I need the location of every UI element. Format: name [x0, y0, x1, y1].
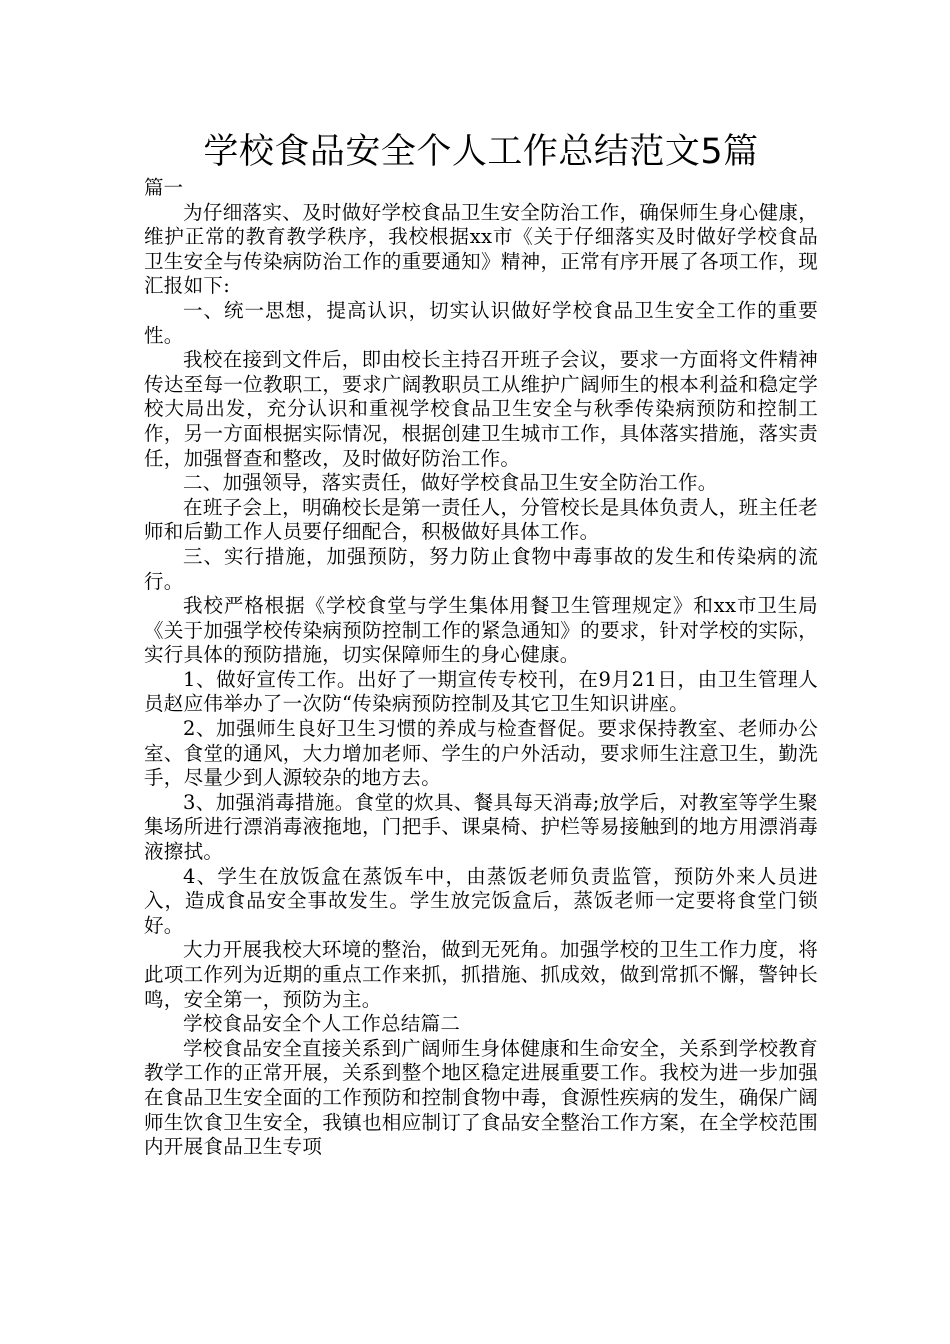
- paragraph: 1、做好宣传工作。出好了一期宣传专校刊，在9月21日，由卫生管理人员赵应伟举办了一次防“传染病预防控制及其它卫生知识讲座。: [144, 667, 818, 716]
- paragraph: 在班子会上，明确校长是第一责任人，分管校长是具体负责人，班主任老师和后勤工作人员要仔细配合，积极做好具体工作。: [144, 495, 818, 544]
- paragraph: 我校在接到文件后，即由校长主持召开班子会议，要求一方面将文件精神传达至每一位教职工，要求广阔教职员工从维护广阔师生的根本利益和稳定学校大局出发，充分认识和重视学校食品卫生安全与秋季传染病预防和控制工作，另一方面根据实际情况，根据创建卫生城市工作，具体落实措施，落实责任，加强督查和整改，及时做好防治工作。: [144, 348, 818, 470]
- paragraph: 一、统一思想，提高认识，切实认识做好学校食品卫生安全工作的重要性。: [144, 298, 818, 347]
- document-title: 学校食品安全个人工作总结范文5篇: [203, 132, 759, 172]
- paragraph: 大力开展我校大环境的整治，做到无死角。加强学校的卫生工作力度，将此项工作列为近期的重点工作来抓，抓措施、抓成效，做到常抓不懈，警钟长鸣，安全第一，预防为主。: [144, 938, 818, 1011]
- paragraph: 二、加强领导，落实责任，做好学校食品卫生安全防治工作。: [183, 471, 718, 495]
- section-heading: 学校食品安全个人工作总结篇二: [183, 1012, 461, 1036]
- section-label: 篇一: [144, 176, 184, 199]
- document-page: [144, 128, 818, 1160]
- paragraph: 我校严格根据《学校食堂与学生集体用餐卫生管理规定》和xx市卫生局《关于加强学校传染病预防控制工作的紧急通知》的要求，针对学校的实际，实行具体的预防措施，切实保障师生的身心健康。: [144, 594, 818, 667]
- paragraph: 2、加强师生良好卫生习惯的养成与检查督促。要求保持教室、老师办公室、食堂的通风，大力增加老师、学生的户外活动，要求师生注意卫生，勤洗手，尽量少到人源较杂的地方去。: [144, 717, 818, 790]
- paragraph: 为仔细落实、及时做好学校食品卫生安全防治工作，确保师生身心健康，维护正常的教育教学秩序，我校根据xx市《关于仔细落实及时做好学校食品卫生安全与传染病防治工作的重要通知》精神，正常有序开展了各项工作，现汇报如下:: [144, 200, 818, 298]
- paragraph: 3、加强消毒措施。食堂的炊具、餐具每天消毒;放学后，对教室等学生聚集场所进行漂消毒液拖地，门把手、课桌椅、护栏等易接触到的地方用漂消毒液擦拭。: [144, 790, 818, 864]
- paragraph: 学校食品安全直接关系到广阔师生身体健康和生命安全，关系到学校教育教学工作的正常开展，关系到整个地区稳定进展重要工作。我校为进一步加强在食品卫生安全面的工作预防和控制食物中毒，食源性疾病的发生，确保广阔师生饮食卫生安全，我镇也相应制订了食品安全整治工作方案，在全学校范围内开展食品卫生专项: [144, 1036, 818, 1159]
- paragraph: 三、实行措施，加强预防，努力防止食物中毒事故的发生和传染病的流行。: [144, 544, 818, 593]
- paragraph: 4、学生在放饭盒在蒸饭车中，由蒸饭老师负责监管，预防外来人员进入，造成食品安全事故发生。学生放完饭盒后，蒸饭老师一定要将食堂门锁好。: [144, 864, 818, 937]
